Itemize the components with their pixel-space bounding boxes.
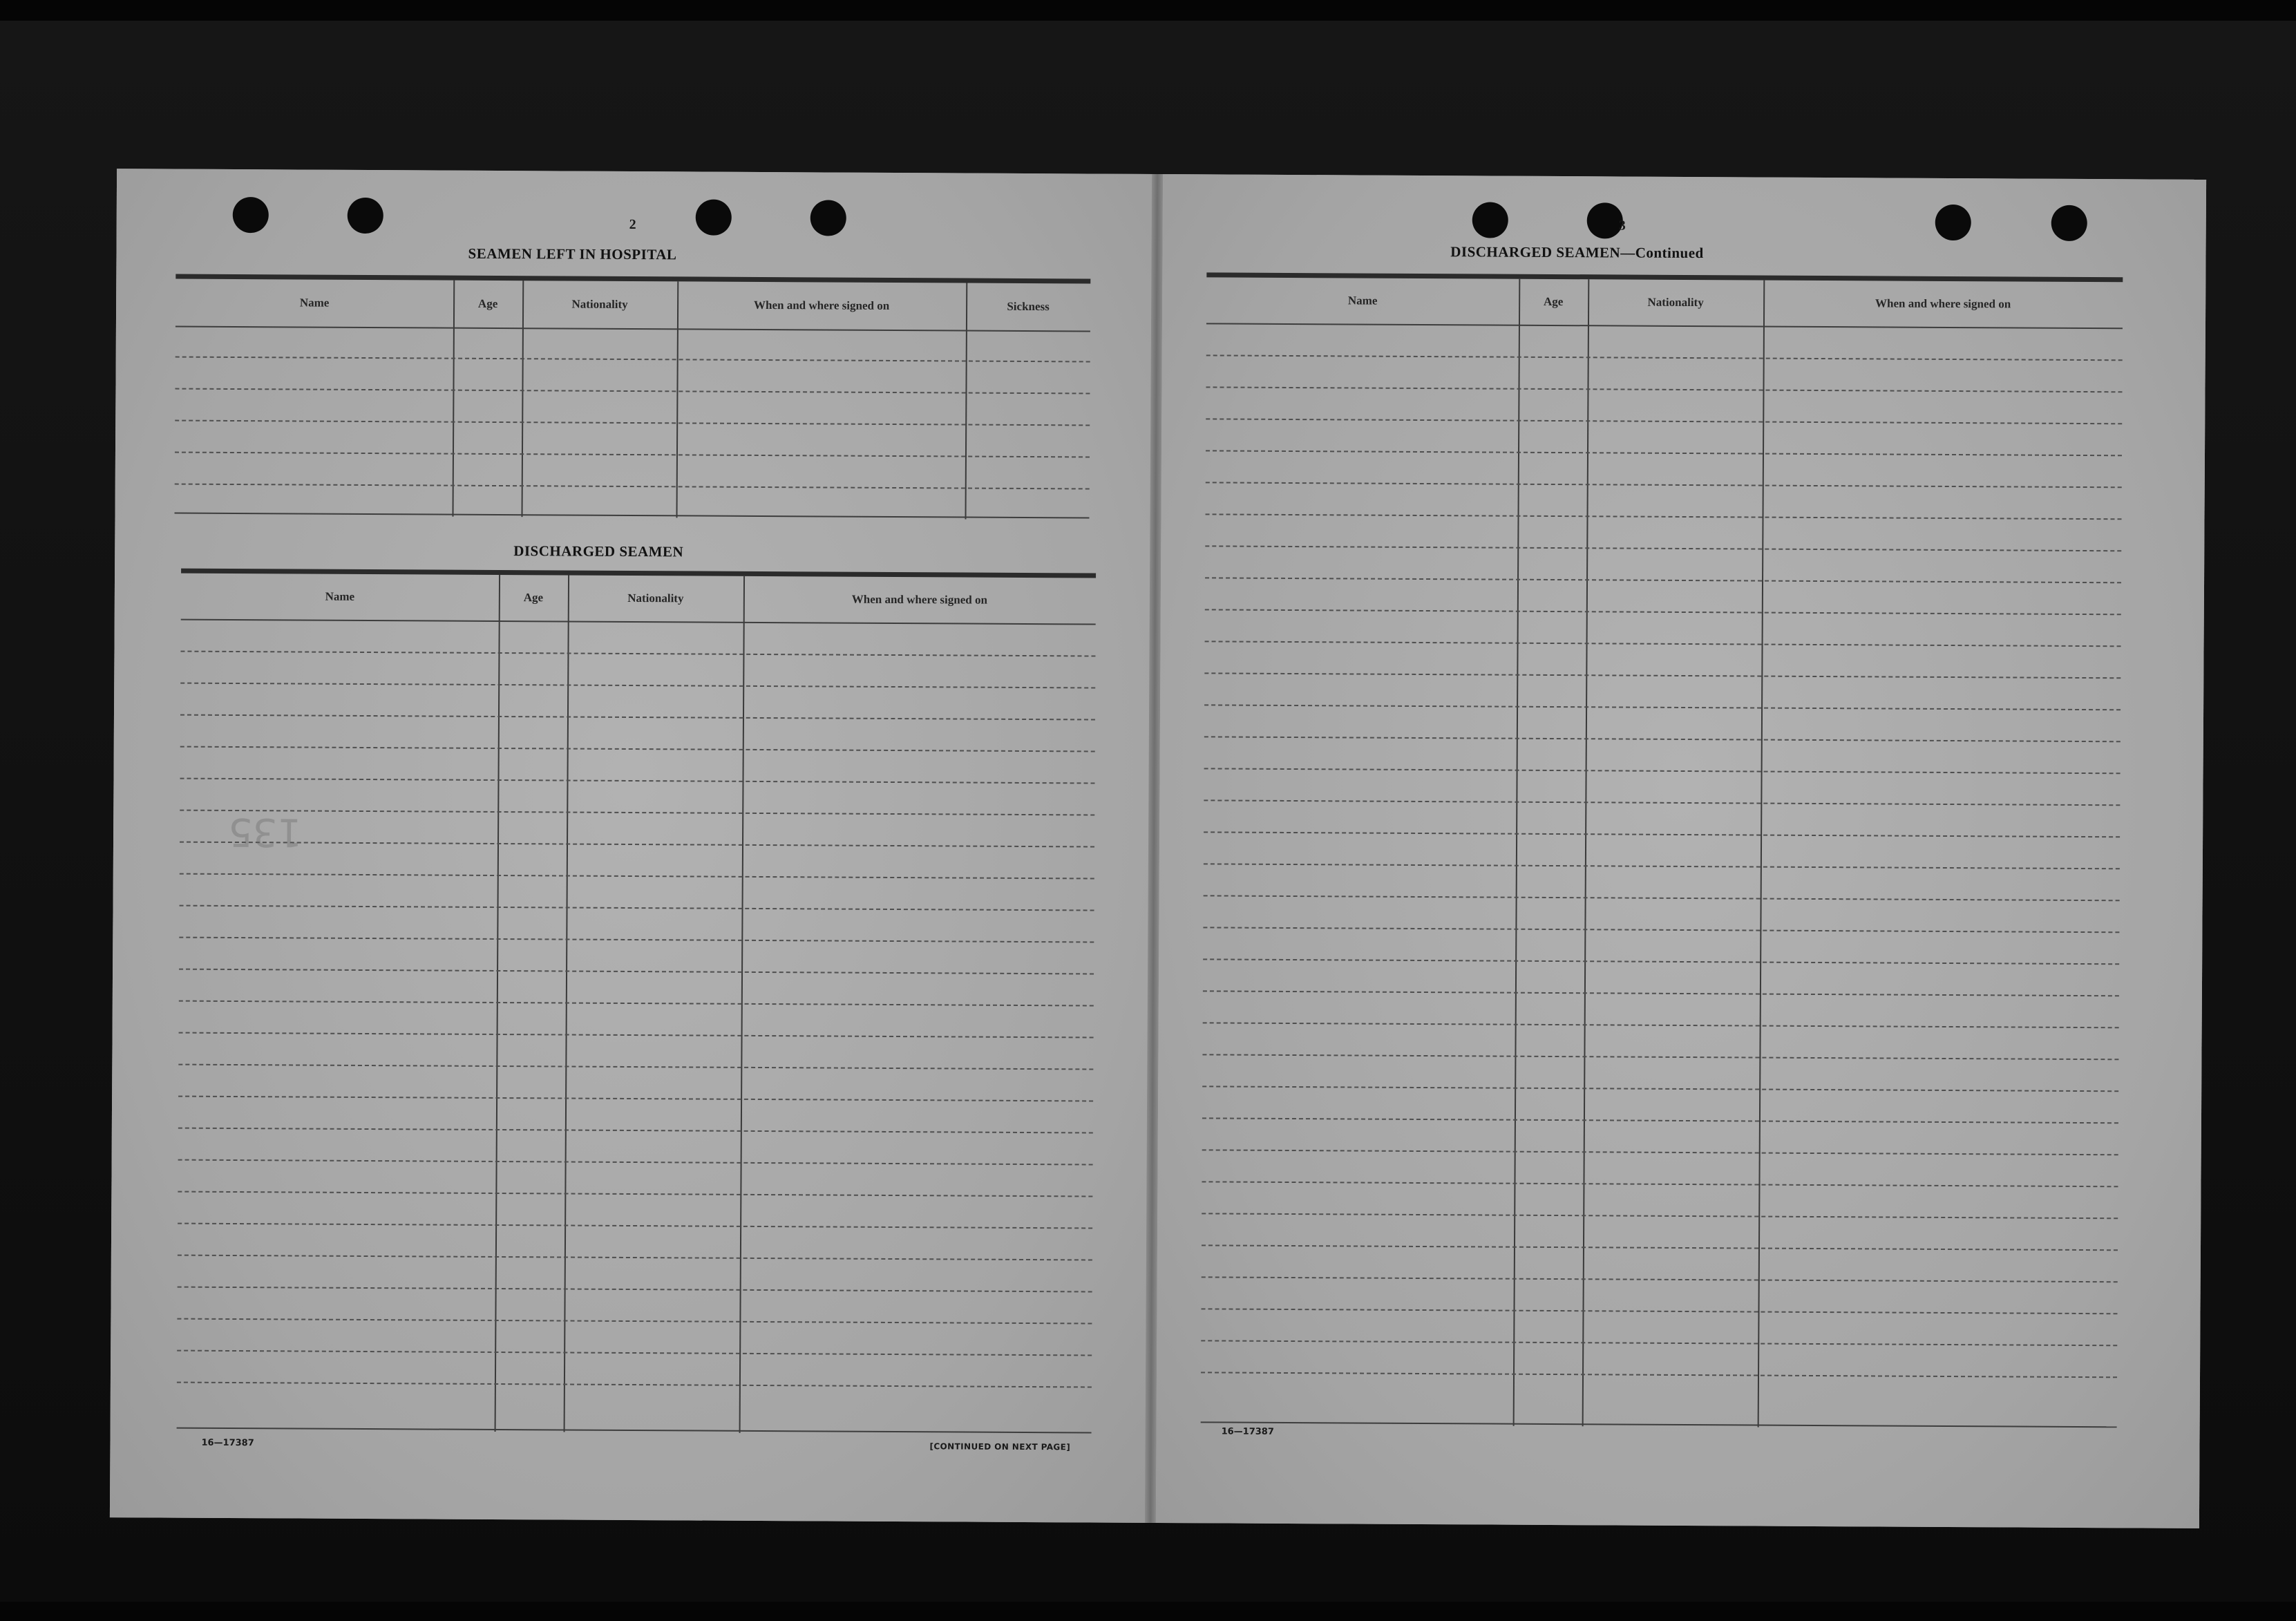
entry-line bbox=[1205, 545, 2121, 551]
entry-line bbox=[1204, 672, 2121, 679]
entry-line bbox=[179, 937, 1094, 943]
entry-line bbox=[180, 905, 1094, 911]
continued-section-title: DISCHARGED SEAMEN—Continued bbox=[1450, 243, 1704, 262]
entry-line bbox=[1205, 577, 2121, 583]
entry-line bbox=[1202, 1308, 2118, 1314]
entry-line bbox=[1204, 863, 2120, 869]
entry-line bbox=[180, 778, 1095, 784]
entry-line bbox=[175, 388, 1090, 395]
continued-note: [CONTINUED ON NEXT PAGE] bbox=[929, 1441, 1071, 1452]
table-bottom-rule bbox=[175, 513, 1090, 519]
page-number: 3 bbox=[1618, 218, 1626, 234]
column-header-signed-on: When and where signed on bbox=[753, 298, 890, 312]
entry-line bbox=[1204, 799, 2120, 806]
entry-line bbox=[1202, 1149, 2118, 1155]
hospital-table bbox=[175, 274, 1091, 520]
faded-page-mark: 135 bbox=[227, 808, 303, 855]
form-sheet bbox=[110, 169, 2206, 1528]
entry-line bbox=[1202, 1117, 2118, 1124]
punch-hole bbox=[2051, 205, 2087, 241]
column-header-age: Age bbox=[477, 296, 498, 310]
entry-line bbox=[1203, 927, 2119, 933]
film-edge-bottom bbox=[0, 1602, 2296, 1621]
column-divider bbox=[965, 283, 967, 520]
entry-line bbox=[1206, 418, 2122, 424]
column-header-nationality: Nationality bbox=[571, 297, 628, 311]
entry-line bbox=[1204, 768, 2121, 774]
entry-line bbox=[1204, 704, 2121, 710]
discharged-continued-table bbox=[1201, 272, 2123, 1429]
entry-line bbox=[1202, 1276, 2118, 1282]
entry-line bbox=[178, 1255, 1092, 1261]
table-bottom-rule bbox=[177, 1428, 1092, 1434]
entry-line bbox=[178, 1064, 1093, 1070]
column-header-nationality: Nationality bbox=[1647, 295, 1704, 310]
entry-line bbox=[178, 1159, 1093, 1166]
column-header-name: Name bbox=[299, 296, 330, 310]
entry-line bbox=[1205, 609, 2121, 615]
column-header-nationality: Nationality bbox=[627, 591, 684, 605]
column-header-signed-on: When and where signed on bbox=[851, 592, 988, 607]
entry-line bbox=[179, 969, 1094, 975]
entry-line bbox=[1203, 990, 2119, 996]
table-bottom-rule bbox=[1201, 1421, 2117, 1428]
entry-line bbox=[178, 1096, 1093, 1102]
entry-line bbox=[1204, 736, 2121, 742]
entry-line bbox=[1202, 1181, 2118, 1187]
column-header-name: Name bbox=[1347, 294, 1378, 307]
column-header-signed-on: When and where signed on bbox=[1875, 296, 2011, 311]
right-page bbox=[1156, 174, 2206, 1528]
form-number: 16—17387 bbox=[1221, 1426, 1274, 1437]
entry-line bbox=[1202, 1213, 2118, 1219]
column-header-sickness: Sickness bbox=[1007, 299, 1050, 314]
entry-line bbox=[180, 651, 1095, 657]
entry-line bbox=[1202, 1054, 2118, 1060]
entry-line bbox=[180, 746, 1095, 752]
entry-line bbox=[1206, 450, 2122, 456]
entry-line bbox=[179, 1032, 1094, 1039]
entry-line bbox=[1202, 1086, 2118, 1092]
film-edge-top bbox=[0, 0, 2296, 21]
punch-hole bbox=[1587, 202, 1623, 238]
column-divider bbox=[521, 281, 524, 517]
column-header-age: Age bbox=[523, 591, 544, 605]
entry-line bbox=[1206, 386, 2122, 392]
column-header-name: Name bbox=[325, 589, 355, 603]
entry-line bbox=[175, 452, 1090, 458]
punch-hole bbox=[810, 200, 846, 236]
entry-line bbox=[177, 1382, 1092, 1388]
entry-line bbox=[180, 810, 1094, 816]
entry-line bbox=[180, 683, 1095, 689]
entry-line bbox=[1204, 895, 2120, 901]
discharged-section-title: DISCHARGED SEAMEN bbox=[513, 542, 684, 560]
punch-hole bbox=[348, 198, 383, 234]
entry-line bbox=[1206, 513, 2122, 520]
entry-line bbox=[1202, 1244, 2118, 1251]
entry-line bbox=[178, 1287, 1092, 1293]
entry-line bbox=[1204, 831, 2120, 837]
punch-hole bbox=[1472, 202, 1508, 238]
entry-line bbox=[178, 1128, 1093, 1134]
entry-line bbox=[1203, 1022, 2119, 1028]
entry-line bbox=[1201, 1340, 2117, 1346]
entry-line bbox=[177, 1318, 1092, 1325]
column-divider bbox=[676, 281, 679, 518]
column-divider bbox=[453, 281, 455, 517]
entry-line bbox=[178, 1191, 1092, 1197]
entry-line bbox=[1205, 641, 2121, 647]
page-number: 2 bbox=[629, 216, 636, 233]
discharged-table bbox=[177, 569, 1097, 1435]
column-header-age: Age bbox=[1543, 294, 1564, 309]
entry-line bbox=[175, 420, 1090, 426]
entry-line bbox=[178, 1223, 1092, 1229]
entry-line bbox=[180, 842, 1094, 848]
entry-line bbox=[180, 873, 1094, 880]
entry-line bbox=[175, 357, 1090, 363]
entry-line bbox=[175, 484, 1090, 490]
form-number: 16—17387 bbox=[201, 1437, 254, 1449]
punch-hole bbox=[696, 199, 732, 235]
entry-line bbox=[180, 714, 1095, 721]
hospital-section-title: SEAMEN LEFT IN HOSPITAL bbox=[468, 245, 677, 263]
entry-line bbox=[1201, 1372, 2117, 1378]
punch-hole bbox=[1935, 205, 1971, 240]
left-page bbox=[110, 169, 1152, 1523]
entry-line bbox=[179, 1001, 1094, 1007]
entry-line bbox=[1206, 354, 2123, 361]
entry-line bbox=[177, 1350, 1092, 1356]
entry-line bbox=[1203, 958, 2119, 965]
entry-line bbox=[1206, 482, 2122, 488]
punch-hole bbox=[233, 197, 269, 233]
